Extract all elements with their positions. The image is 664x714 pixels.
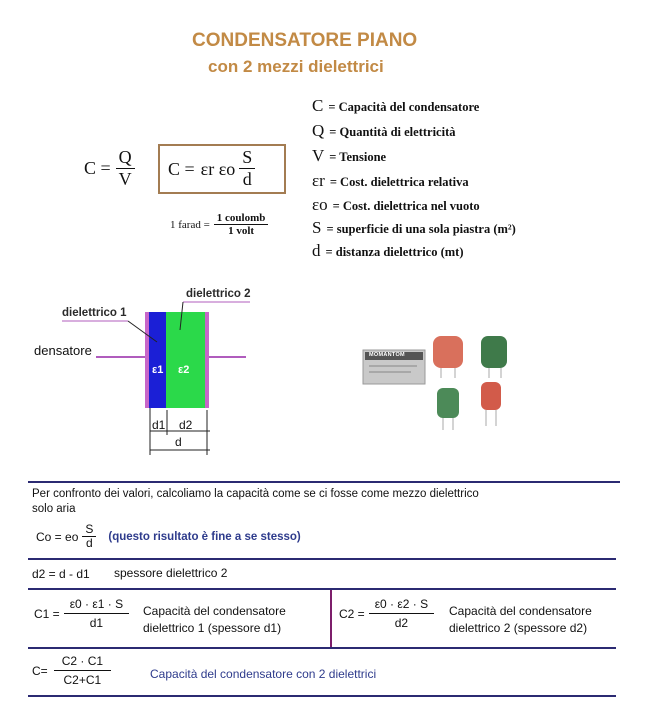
c-total-description: Capacità del condensatore con 2 dielettrici xyxy=(150,667,377,681)
formula-lhs: C = xyxy=(168,158,195,179)
fraction xyxy=(64,598,129,631)
label-epsilon-1: ε1 xyxy=(152,364,164,376)
c1-description-line-2: dielettrico 1 (spessore d1) xyxy=(143,621,282,635)
legend-item xyxy=(312,195,480,215)
c2-description xyxy=(449,603,592,637)
formula-capacitance-box xyxy=(158,144,286,194)
page-subtitle: con 2 mezzi dielettrici xyxy=(208,57,384,76)
formula-c-total xyxy=(32,655,111,688)
legend-description: = Cost. dielettrica relativa xyxy=(329,175,469,189)
legend-symbol: Q xyxy=(312,121,325,140)
formula-lhs: Co = eo xyxy=(36,529,79,544)
fraction xyxy=(239,148,255,189)
label-dielettrico-1: dielettrico 1 xyxy=(62,307,127,319)
brand-label: MOMANTOM xyxy=(369,352,405,358)
fraction-denominator: V xyxy=(118,168,132,189)
red-capacitor xyxy=(433,336,463,368)
divider xyxy=(28,558,616,560)
fraction-denominator: d1 xyxy=(89,616,104,631)
fraction-denominator: d xyxy=(86,536,93,551)
legend-symbol: εo xyxy=(312,195,328,214)
label-d1: d1 xyxy=(152,418,166,432)
legend-symbol: S xyxy=(312,218,322,237)
label-epsilon-2: ε2 xyxy=(178,364,190,376)
divider xyxy=(28,481,620,483)
formula-lhs: 1 farad = xyxy=(170,218,210,231)
formula-epsilon-product: εr εo xyxy=(200,158,236,179)
c1-description xyxy=(143,603,286,637)
legend-description: = Quantità di elettricità xyxy=(329,125,456,139)
fraction-denominator: 1 volt xyxy=(228,225,255,238)
fraction xyxy=(116,148,135,189)
legend-symbol: εr xyxy=(312,171,325,190)
fraction xyxy=(82,523,96,551)
formula-c2 xyxy=(339,598,434,631)
formula-lhs: C1 = xyxy=(34,607,60,622)
fraction-denominator: d2 xyxy=(394,616,409,631)
legend-item xyxy=(312,121,455,141)
legend-description: = Capacità del condensatore xyxy=(328,100,480,114)
capacitors-photo-drawing xyxy=(355,326,515,436)
legend-item xyxy=(312,218,516,238)
label-d2: d2 xyxy=(179,418,193,432)
formula-lhs: C2 = xyxy=(339,607,365,622)
c2-description-line-2: dielettrico 2 (spessore d2) xyxy=(449,621,588,635)
fraction-denominator: d xyxy=(242,169,252,190)
formula-co xyxy=(36,523,301,551)
legend-description: = Cost. dielettrica nel vuoto xyxy=(332,199,480,213)
intro-line-2: solo aria xyxy=(32,503,76,515)
fraction xyxy=(369,598,434,631)
dielectric-1-region xyxy=(149,312,166,408)
fraction-numerator: 1 coulomb xyxy=(214,212,269,225)
divider xyxy=(28,647,616,649)
fraction xyxy=(54,655,111,688)
formula-c1 xyxy=(34,598,129,631)
legend-description: = Tensione xyxy=(329,150,387,164)
formula-farad xyxy=(170,212,268,238)
fraction-numerator: Q xyxy=(116,148,135,169)
formula-d2: d2 = d - d1 xyxy=(32,567,90,581)
legend-item xyxy=(312,96,479,116)
legend-item xyxy=(312,241,464,261)
label-d: d xyxy=(175,435,182,449)
formula-lhs: C = xyxy=(84,158,111,179)
fraction-denominator: C2+C1 xyxy=(63,673,102,688)
legend-item xyxy=(312,146,386,166)
left-plate xyxy=(145,312,149,408)
formula-lhs: C= xyxy=(32,664,48,679)
fraction-numerator: C2 · C1 xyxy=(54,655,111,671)
legend-description: = distanza dielettrico (mt) xyxy=(325,245,464,259)
label-dielettrico-2: dielettrico 2 xyxy=(186,288,251,300)
divider xyxy=(28,695,616,697)
c2-description-line-1: Capacità del condensatore xyxy=(449,604,592,618)
legend-item xyxy=(312,171,469,191)
capacitor-diagram xyxy=(0,280,280,460)
label-densatore: densatore xyxy=(34,343,92,358)
green-capacitor xyxy=(437,388,459,418)
legend-symbol: C xyxy=(312,96,324,115)
fraction-numerator: S xyxy=(239,148,255,169)
legend-symbol: V xyxy=(312,146,325,165)
d2-description: spessore dielettrico 2 xyxy=(114,566,228,580)
co-note: (questo risultato è fine a se stesso) xyxy=(108,530,301,543)
fraction-numerator: ε0 · ε2 · S xyxy=(369,598,434,614)
c1-description-line-1: Capacità del condensatore xyxy=(143,604,286,618)
fraction-numerator: S xyxy=(82,523,96,537)
legend-symbol: d xyxy=(312,241,321,260)
green-capacitor xyxy=(481,336,507,368)
capacitors-photo xyxy=(355,326,515,436)
legend-description: = superficie di una sola piastra (m²) xyxy=(326,222,516,236)
dielectric-2-region xyxy=(166,312,205,408)
fraction-numerator: ε0 · ε1 · S xyxy=(64,598,129,614)
red-capacitor xyxy=(481,382,501,410)
intro-line-1: Per confronto dei valori, calcoliamo la capacità come se ci fosse come mezzo dielettrico xyxy=(32,488,479,500)
formula-c-q-v xyxy=(84,148,135,189)
page-title: CONDENSATORE PIANO xyxy=(192,30,418,51)
right-plate xyxy=(205,312,209,408)
divider xyxy=(28,588,616,590)
fraction xyxy=(214,212,269,238)
vertical-divider xyxy=(330,590,332,648)
